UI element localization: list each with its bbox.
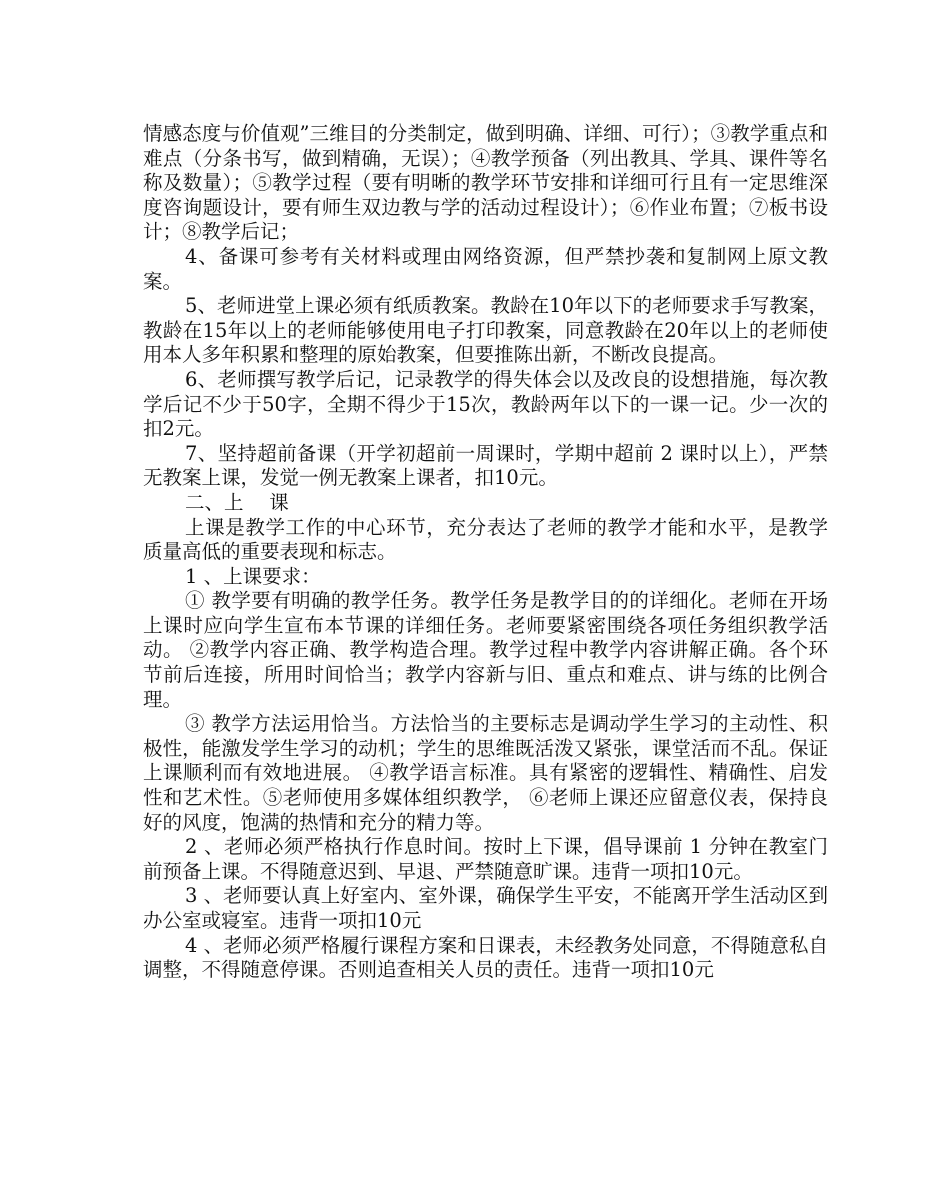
paragraph-requirements-1-2: ① 教学要有明确的教学任务。教学任务是教学目的的详细化。老师在开场上课时应向学生宣布本节课的详细任务。老师要紧密围绕各项任务组织教学活动。 ②教学内容正确、教学构造合理。教学过程中教学内容讲解正确。各个环节前后连接，所用时间恰当；教学内容新与旧、重点和难点、讲与练的比例合理。 bbox=[143, 589, 828, 711]
document-page bbox=[143, 122, 828, 983]
paragraph-class-rule-3: 3 、老师要认真上好室内、室外课，确保学生平安，不能离开学生活动区到办公室或寝室。违背一项扣10元 bbox=[143, 884, 828, 932]
paragraph-requirements-3-6: ③ 教学方法运用恰当。方法恰当的主要标志是调动学生学习的主动性、积极性，能激发学生学习的动机；学生的思维既活泼又紧张，课堂活而不乱。保证上课顺利而有效地进展。 ④教学语言标准。具有紧密的逻辑性、精确性、启发性和艺术性。⑤老师使用多媒体组织教学， ⑥老师上课还应留意仪表，保持良好的风度，饱满的热情和充分的精力等。 bbox=[143, 712, 828, 834]
paragraph-class-rule-2: 2 、老师必须严格执行作息时间。按时上下课，倡导课前 1 分钟在教室门前预备上课。不得随意迟到、早退、严禁随意旷课。违背一项扣10元。 bbox=[143, 835, 828, 883]
paragraph-rule-5: 5、老师进堂上课必须有纸质教案。教龄在10年以下的老师要求手写教案，教龄在15年以上的老师能够使用电子打印教案，同意教龄在20年以上的老师使用本人多年积累和整理的原始教案，但要推陈出新，不断改良提高。 bbox=[143, 294, 828, 367]
paragraph-teaching-plan-items: 情感态度与价值观”三维目的分类制定，做到明确、详细、可行）；③教学重点和难点（分条书写，做到精确，无误）；④教学预备（列出教具、学具、课件等名称及数量）；⑤教学过程（要有明晰的教学环节安排和详细可行且有一定思维深度咨询题设计，要有师生双边教与学的活动过程设计）；⑥作业布置；⑦板书设计；⑧教学后记； bbox=[143, 122, 828, 244]
paragraph-class-intro: 上课是教学工作的中心环节，充分表达了老师的教学才能和水平，是教学质量高低的重要表现和标志。 bbox=[143, 515, 828, 564]
paragraph-rule-6: 6、老师撰写教学后记，记录教学的得失体会以及改良的设想措施，每次教学后记不少于50字，全期不得少于15次，教龄两年以下的一课一记。少一次的扣2元。 bbox=[143, 367, 828, 441]
paragraph-rule-7: 7、坚持超前备课（开学初超前一周课时，学期中超前 2 课时以上），严禁无教案上课，发觉一例无教案上课者，扣10元。 bbox=[143, 441, 828, 490]
paragraph-class-requirements-heading: 1 、上课要求： bbox=[185, 564, 321, 588]
section-heading-class: 二、上 课 bbox=[185, 490, 289, 514]
paragraph-class-rule-4: 4 、老师必须严格履行课程方案和日课表，未经教务处同意，不得随意私自调整，不得随意停课。否则追查相关人员的责任。违背一项扣10元 bbox=[143, 933, 828, 982]
paragraph-rule-4: 4、备课可参考有关材料或理由网络资源，但严禁抄袭和复制网上原文教案。 bbox=[143, 244, 828, 293]
